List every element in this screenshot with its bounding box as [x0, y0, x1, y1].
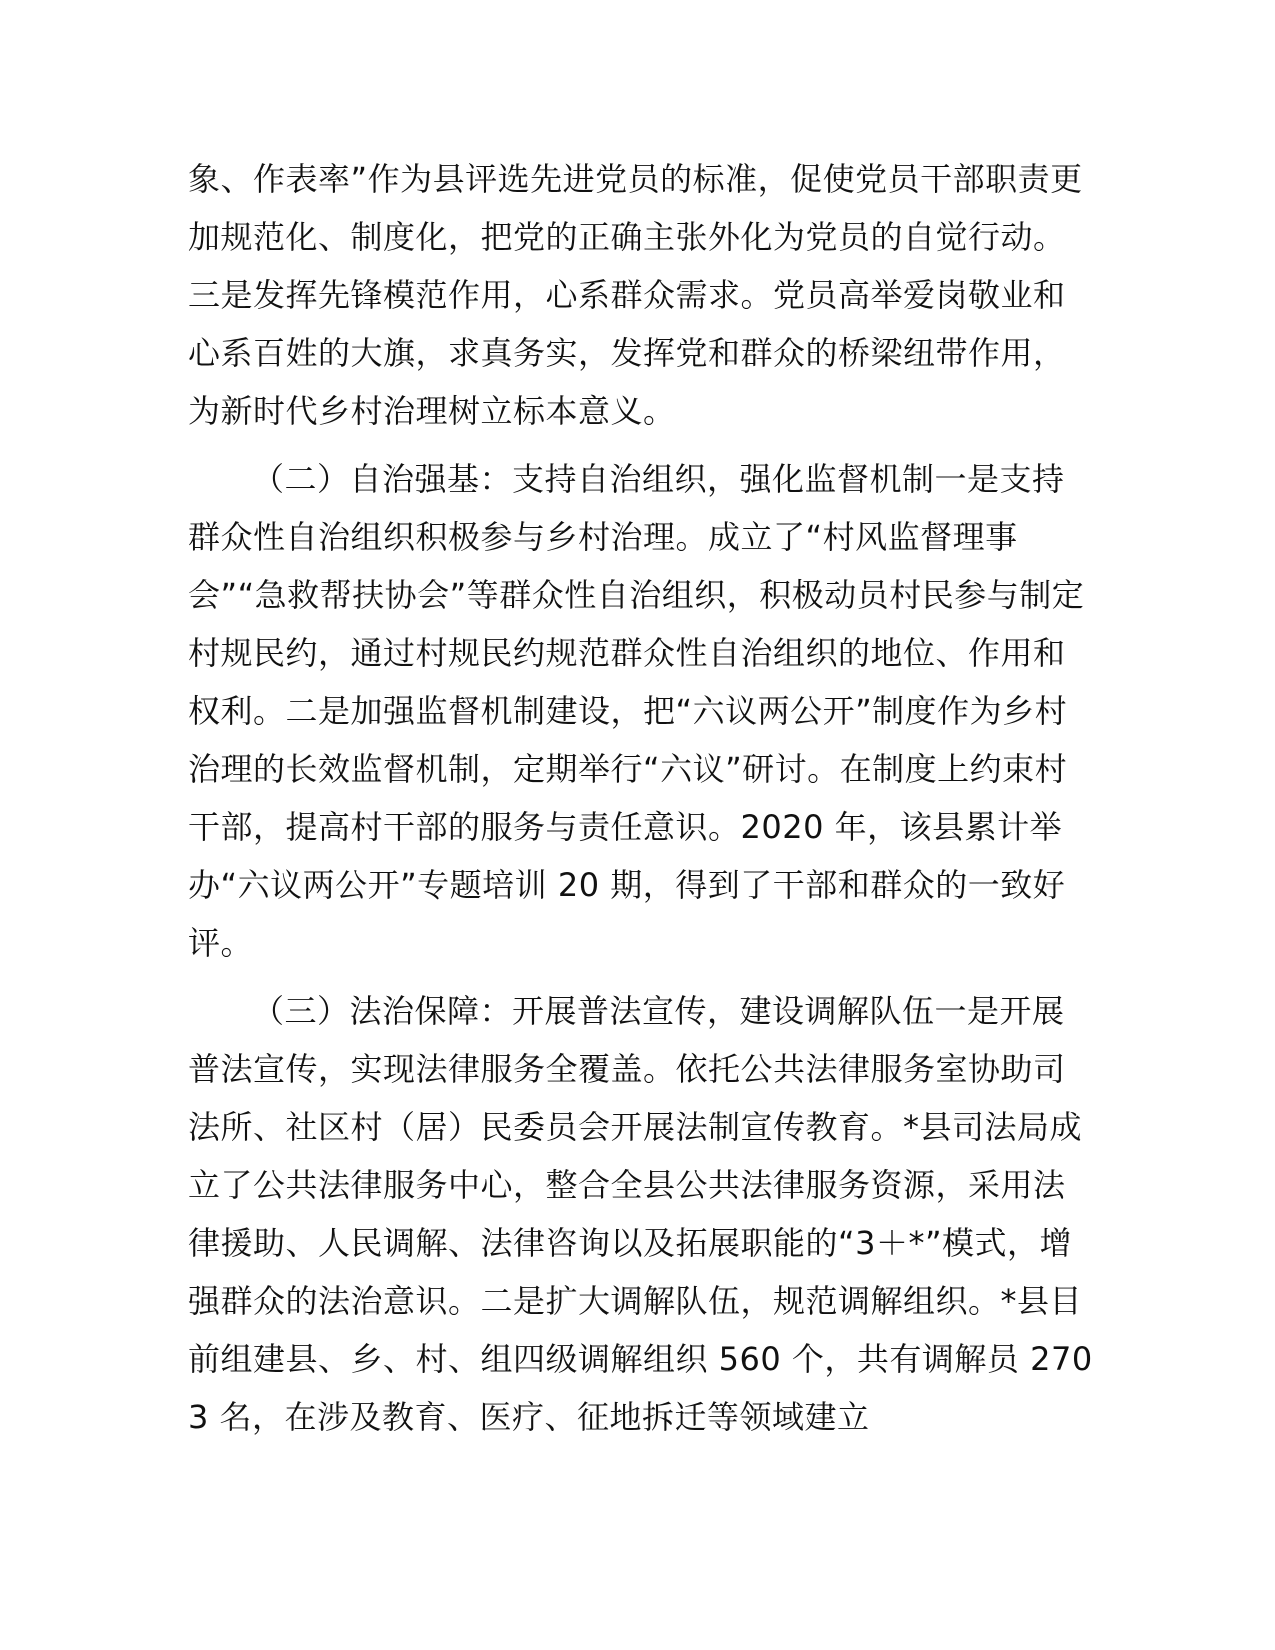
paragraph-self-governance: （二）自治强基：支持自治组织，强化监督机制一是支持群众性自治组织积极参与乡村治理。成立了“村风监督理事会”“急救帮扶协会”等群众性自治组织，积极动员村民参与制定村规民约，通过村规民约规范群众性自治组织的地位、作用和权利。二是加强监督机制建设，把“六议两公开”制度作为乡村治理的长效监督机制，定期举行“六议”研讨。在制度上约束村干部，提高村干部的服务与责任意识。2020 年，该县累计举办“六议两公开”专题培训 20 期，得到了干部和群众的一致好评。	[188, 460, 1085, 962]
paragraph-party-standard: 象、作表率”作为县评选先进党员的标准，促使党员干部职责更加规范化、制度化，把党的正确主张外化为党员的自觉行动。三是发挥先锋模范作用，心系群众需求。党员高举爱岗敬业和心系百姓的大旗，求真务实，发挥党和群众的桥梁纽带作用，为新时代乡村治理树立标本意义。	[188, 160, 1083, 430]
paragraph-rule-of-law: （三）法治保障：开展普法宣传，建设调解队伍一是开展普法宣传，实现法律服务全覆盖。依托公共法律服务室协助司法所、社区村（居）民委员会开展法制宣传教育。*县司法局成立了公共法律服务中心，整合全县公共法律服务资源，采用法律援助、人民调解、法律咨询以及拓展职能的“3＋*”模式，增强群众的法治意识。二是扩大调解队伍，规范调解组织。*县目前组建县、乡、村、组四级调解组织 560 个，共有调解员 2703 名，在涉及教育、医疗、征地拆迁等领域建立	[188, 992, 1093, 1436]
document-body	[188, 150, 1093, 1446]
